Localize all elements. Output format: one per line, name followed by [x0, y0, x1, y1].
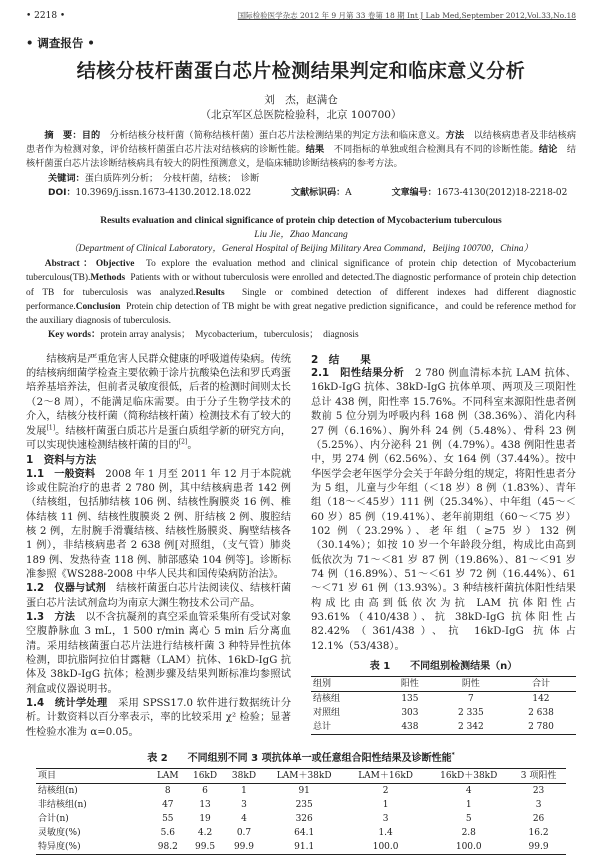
table-cell: 100.0	[372, 842, 399, 853]
table-cell: 303	[401, 708, 419, 718]
table-cell: 98.2	[157, 842, 178, 853]
table-cell: 3	[535, 800, 542, 811]
english-authors: Liu Jie，Zhao Mancang	[254, 230, 348, 240]
table-cell: 2 335	[457, 708, 484, 718]
caption-footnote-mark: *	[451, 751, 455, 759]
table-cell: 6	[202, 786, 208, 797]
table-cell: 64.1	[294, 828, 315, 839]
table-cell: 4	[465, 786, 472, 797]
article-no-value: 1673-4130(2012)18-2218-02	[436, 188, 568, 198]
section-2-1-text: 2 780 例血清标本抗 LAM 抗体、16kD-IgG 抗体、38kD-IgG 抗体单项、两项及三项阳性总计 438 例，阳性率 15.76%。不同科室来源阳性患者例数前 5 位分别为呼吸内科 168 例（38.36%）、消化内科 27 例（6.16%）、胸外科 24 例（5.48%）、骨科 23 例（5.25%）、内分泌科 21 例（4.79%）。438 例阳性患者中，男 274 例（62.56%）、女 164 例（37.44%）。按中华医学会老年医学分会关于年龄分组的规定，将阳性患者分为 5 组，儿童与少年组（＜18 岁）8 例（1.83%）、青年组（18～＜45岁）111 例（25.34%）、中年组（45～＜60 岁）85 例（19.41%）、老年前期组（60～＜75 岁）102 例（23.29%）、老年组（≥75 岁）132 例（30.14%）；如按 10 岁一个年龄段分组，构成比由高到低依次为 71～＜81 岁 87 例（19.86%）、81～＜91 岁 74 例（16.89%）、51～＜61 岁 72 例（16.44%）、61～＜71 岁 61 例（13.93%）。3 种结核杆菌抗体阳性结果构成比由高到低依次为抗 LAM 抗体阳性占 93.61%（410/438）、抗 38kD-IgG 抗体阳性占 82.42%（361/438）、抗 16kD-IgG 抗体占 12.1%（53/438）。	[311, 368, 577, 652]
table-cell: 1	[465, 800, 472, 811]
abstract-en	[26, 257, 576, 328]
doc-code-value: A	[345, 188, 352, 198]
table-cell: 235	[295, 800, 313, 811]
section-1-heading: 1 资料与方法	[26, 454, 97, 467]
table-2-caption	[26, 752, 576, 766]
section-1-3-label: 1.3 方法	[26, 611, 76, 623]
table-cell: 1	[241, 786, 247, 797]
section-2-1-label: 2.1 阳性结果分析	[311, 368, 405, 380]
intro-text-2: 。结核杆菌蛋白质芯片是蛋白质组学新的研究方向，可以实现快速检测结核杆菌的目的	[26, 425, 292, 451]
section-tag: • 调查报告 •	[26, 36, 95, 50]
row-label: 结核组	[313, 694, 341, 704]
table-cell: 2.8	[461, 828, 476, 839]
table-cell: 326	[295, 814, 313, 825]
column-header: LAM	[150, 769, 186, 784]
table-cell: 1	[382, 800, 389, 811]
page-header	[26, 10, 576, 21]
table-cell: 4	[241, 814, 247, 825]
abstract-label: 摘 要：	[44, 130, 82, 141]
table-cell: 5.6	[160, 828, 175, 839]
table-cell: 99.5	[195, 842, 216, 853]
body-columns	[26, 353, 576, 740]
intro-paragraph	[26, 353, 291, 453]
conclusion-text: 结核杆菌蛋白芯片法诊断结核病具有较大的阴性预测意义，是临床辅助诊断结核病的参考方法。	[26, 144, 577, 169]
keywords-en-text: protein array analysis； Mycobacterium，tuberculosis； diagnosis	[100, 330, 359, 341]
section-1-3-text: 以不含抗凝剂的真空采血管采集所有受试对象空腹静脉血 3 mL，1 500 r/min 离心 5 min 后分离血清。采用结核菌蛋白芯片法进行结核杆菌 3 种特异性抗体检测，即抗脂阿拉伯甘露糖（LAM）抗体、16kD-IgG 抗体及 38kD-IgG 抗体；检测步骤及结果判断标准均参照试剂盒或仪器说明书。	[26, 611, 292, 695]
doi	[48, 186, 251, 200]
table-row	[36, 840, 566, 855]
results-text: 不同指标的单独或组合检测具有不同的诊断性能。	[333, 144, 539, 155]
table-cell: 55	[162, 814, 174, 825]
column-header: 16kD	[186, 769, 225, 784]
table-cell: 3	[241, 800, 247, 811]
conclusion-en-text: Protein chip detection of TB might be with great negative prediction significance，and could be reference method for the auxiliary diagnosis of tuberculosis.	[26, 301, 576, 327]
table-cell: 3	[382, 814, 389, 825]
column-header: 阴性	[436, 677, 506, 692]
row-label: 合计(n)	[38, 814, 69, 825]
doi-row	[26, 186, 576, 200]
table-2-caption-text: 表 2 不同组别不同 3 项抗体单一或任意组合阳性结果及诊断性能	[147, 753, 452, 765]
section-1-3	[26, 611, 291, 697]
table-cell: 2	[382, 786, 389, 797]
article-no	[392, 186, 568, 200]
results-label: 结果	[305, 144, 325, 155]
row-label: 非结核组(n)	[38, 800, 87, 811]
column-header: LAM＋16kD	[345, 769, 426, 784]
section-1-4-label: 1.4 统计学处理	[26, 698, 108, 710]
conclusion-label: 结论	[538, 144, 558, 155]
table-cell: 91.1	[294, 842, 315, 853]
keywords-cn	[26, 172, 576, 186]
objective-en-label: Objective	[95, 259, 135, 269]
table-cell: 142	[532, 694, 550, 704]
column-header: 38kD	[225, 769, 264, 784]
table-cell: 2 342	[457, 722, 484, 732]
section-1-4-text: 采用 SPSS17.0 软件进行数据统计分析。计数资料以百分率表示，率的比较采用 χ² 检验；显著性检验水准为 α=0.05。	[26, 698, 292, 738]
section-2-1	[311, 367, 576, 654]
keywords-label: 关键词：	[48, 173, 85, 184]
keywords-en-label: Key words：	[48, 330, 101, 341]
column-header: 项目	[36, 769, 150, 784]
row-label: 总计	[313, 722, 332, 732]
objective-en-text: To explore the evaluation method and clinical significance of protein chip detection of Mycobacterium tuberculous(TB).	[26, 259, 577, 284]
authors: 刘 杰，赵满仓	[264, 94, 338, 106]
table-row	[36, 784, 566, 799]
abstract-en-label: Abstract：	[44, 259, 96, 269]
english-department: （Department of Clinical Laboratory，General Hospital of Beijing Military Area Command，Beijing 100700，China）	[69, 244, 533, 254]
table-cell: 135	[401, 694, 419, 704]
column-header: 3 项阳性	[511, 769, 566, 784]
table-cell: 0.7	[236, 828, 252, 839]
results-en-text: Single or combined detection of different indexes had different diagnostic performance.	[26, 287, 577, 312]
table-row	[311, 720, 576, 735]
keywords-en	[26, 328, 576, 342]
table-cell: 100.0	[455, 842, 482, 853]
english-title: Results evaluation and clinical significance of protein chip detection of Mycobacterium tuberculous	[100, 216, 502, 226]
table-cell: 13	[199, 800, 211, 811]
table-2	[36, 768, 566, 855]
section-2-heading: 2 结 果	[311, 353, 371, 366]
journal-header: 国际检验医学杂志 2012 年 9 月第 33 卷第 18 期 Int J Lab Med,September 2012,Vol.33,No.18	[237, 11, 576, 20]
table-cell: 16.2	[528, 828, 549, 839]
intro-end: 。	[187, 439, 198, 451]
abstract-cn	[26, 129, 576, 171]
intro-text: 结核病是严重危害人民群众健康的呼吸道传染病。传统的结核病细菌学检查主要依赖于涂片抗酸染色法和罗氏鸡蛋培养基培养法，但前者灵敏度很低，后者的检测时间则太长（2～8 周），不能满足临床需要。由于分子生物学技术的介入，结核分枝杆菌（简称结核杆菌）检测技术有了较大的发展	[26, 353, 291, 437]
table-row	[311, 692, 576, 707]
doc-code-label: 文献标识码：	[291, 188, 346, 198]
objective-text: 分析结核分枝杆菌（简称结核杆菌）蛋白芯片法检测结果的判定方法和临床意义。	[109, 130, 446, 141]
methods-en-text: Patients with or without tuberculosis were enrolled and detected.The diagnostic performance of protein chip detection of TB for tuberculosis was analyzed.	[26, 273, 577, 298]
table-cell: 26	[532, 814, 545, 825]
table-cell: 5	[465, 814, 472, 825]
affiliation: （北京军区总医院检验科，北京 100700）	[200, 109, 402, 121]
section-1-2-label: 1.2 仪器与试剂	[26, 583, 106, 595]
row-label: 灵敏度(%)	[38, 828, 81, 839]
row-label: 特异度(%)	[38, 842, 81, 853]
citation-1[interactable]: [1]	[46, 424, 56, 432]
doi-value[interactable]: 10.3969/j.issn.1673-4130.2012.18.022	[75, 188, 252, 198]
section-1-2-text: 结核杆菌蛋白芯片法阅读仪、结核杆菌蛋白芯片法试剂盒均为南京大渊生物技术公司产品。	[26, 583, 292, 609]
methods-label: 方法	[445, 130, 465, 141]
table-row	[36, 812, 566, 826]
table-cell: 99.9	[528, 842, 549, 853]
doi-label: DOI：	[48, 188, 76, 198]
page-number: • 2218 •	[26, 11, 66, 21]
table-1	[311, 676, 576, 735]
doc-code	[291, 186, 352, 200]
table-1-caption: 表 1 不同组别检测结果（n）	[369, 661, 518, 672]
keywords-text: 蛋白质阵列分析； 分枝杆菌，结核； 诊断	[84, 173, 260, 184]
table-row	[36, 798, 566, 812]
conclusion-en-label: Conclusion	[75, 301, 121, 312]
table-cell: 4.2	[197, 828, 213, 839]
row-label: 对照组	[313, 708, 341, 718]
section-1-4	[26, 697, 291, 740]
article-no-label: 文章编号：	[391, 188, 437, 198]
table-row	[311, 706, 576, 720]
objective-label: 目的	[81, 130, 101, 141]
citation-2[interactable]: [2]	[178, 438, 188, 446]
table-cell: 91	[298, 786, 310, 797]
column-header: LAM＋38kD	[263, 769, 344, 784]
section-1-1-text: 2008 年 1 月至 2011 年 12 月于本院就诊或住院治疗的患者 2 780 例，其中结核病患者 142 例（结核组，包括肺结核 106 例、结核性胸膜炎 16 例、椎体结核 11 例、结核性腹膜炎 2 例、肝结核 2 例、腹腔结核 2 例，左肘腕手滑囊结核、结核性肠膜炎、胸壁结核各 1 例），非结核病患者 2 638 例[对照组，（支气管）肺炎 189 例、发热待查 118 例、肺部感染 104 例等]。诊断标准参照《WS288-2008 中华人民共和国传染病防治法》。	[26, 468, 292, 580]
table-cell: 2 638	[528, 708, 554, 718]
table-header-row	[36, 769, 566, 784]
table-cell: 2 780	[528, 722, 554, 732]
table-cell: 19	[199, 814, 211, 825]
table-cell: 7	[468, 694, 474, 704]
table-header-row	[311, 677, 576, 692]
table-cell: 1.4	[378, 828, 393, 839]
methods-en-label: Methods	[90, 273, 126, 284]
results-en-label: Results	[195, 287, 225, 298]
table-cell: 47	[162, 800, 174, 811]
table-cell: 438	[401, 722, 419, 732]
column-header: 16kD＋38kD	[426, 769, 511, 784]
column-header: 合计	[506, 677, 576, 692]
section-1-1	[26, 468, 291, 583]
body-right-column	[311, 353, 576, 735]
paper-title: 结核分枝杆菌蛋白芯片检测结果判定和临床意义分析	[76, 60, 526, 82]
body-left-column	[26, 353, 291, 740]
methods-text: 以结核病患者及非结核病患者作为检测对象，评价结核杆菌蛋白芯片法对结核病的诊断性能。	[26, 130, 577, 155]
column-header: 阳性	[384, 677, 436, 692]
table-cell: 99.9	[233, 842, 254, 853]
section-1-1-label: 1.1 一般资料	[26, 468, 96, 480]
table-row	[36, 826, 566, 840]
section-1-2	[26, 582, 291, 611]
table-cell: 8	[164, 786, 171, 797]
table-cell: 23	[532, 786, 545, 797]
row-label: 结核组(n)	[38, 786, 78, 797]
column-header: 组别	[311, 677, 384, 692]
